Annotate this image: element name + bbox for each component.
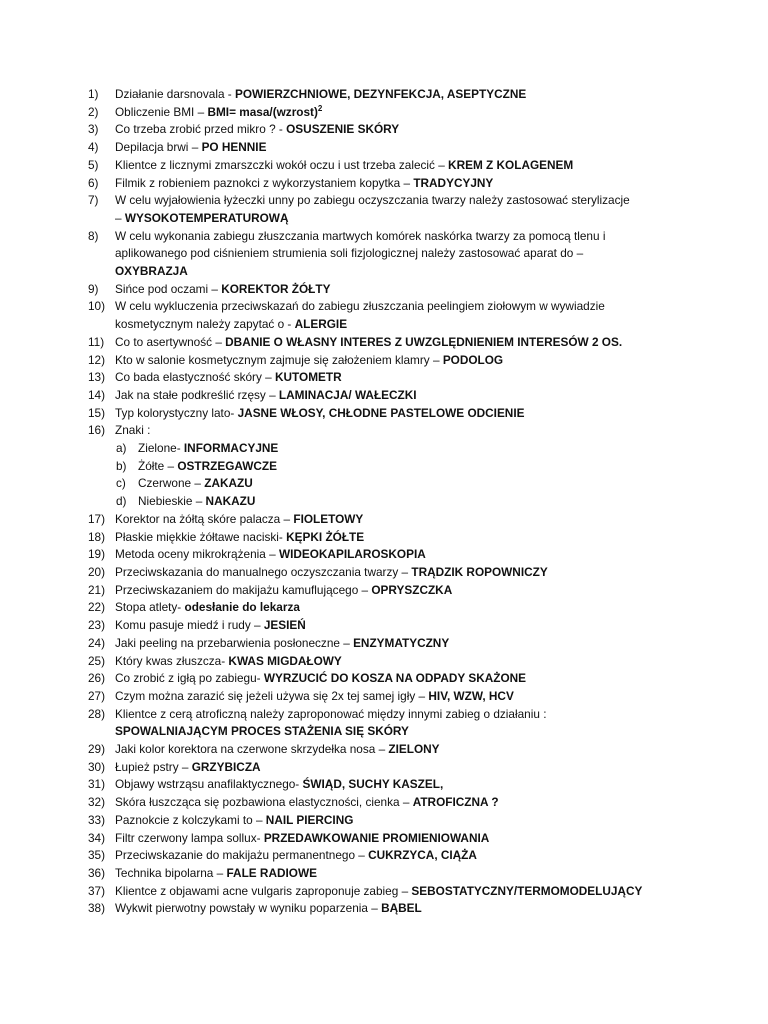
answer-text: BMI= masa/(wzrost)	[207, 104, 318, 119]
item-body	[115, 104, 688, 122]
list-item	[88, 369, 688, 387]
question-text: Wykwit pierwotny powstały w wyniku poparzenia –	[115, 901, 382, 916]
item-line	[115, 263, 688, 281]
question-text: Skóra łuszcząca się pozbawiona elastyczności, cienka –	[115, 795, 413, 810]
list-item	[88, 546, 688, 564]
item-number: 5)	[88, 157, 99, 172]
question-text: Paznokcie z kolczykami to –	[115, 812, 266, 827]
item-number: 27)	[88, 688, 106, 703]
question-text: aplikowanego pod ciśnieniem strumienia soli fizjologicznej należy zastosować aparat do –	[115, 246, 584, 261]
question-text: Klientce z cerą atroficzną należy zaproponować między innymi zabieg o działaniu :	[115, 706, 547, 721]
answer-text: odesłanie do lekarza	[184, 600, 300, 615]
list-item	[88, 192, 688, 227]
item-number: 4)	[88, 140, 99, 155]
item-body	[115, 86, 688, 104]
answer-text: OSUSZENIE SKÓRY	[286, 122, 400, 137]
answer-text: WYRZUCIĆ DO KOSZA NA ODPADY SKAŻONE	[263, 671, 527, 686]
question-text: Kto w salonie kosmetycznym zajmuje się założeniem klamry –	[115, 352, 443, 367]
list-item	[88, 529, 688, 547]
item-line	[115, 688, 688, 706]
question-text: Filtr czerwony lampa sollux-	[115, 830, 264, 845]
list-item	[88, 281, 688, 299]
question-text: Sińce pod oczami –	[115, 281, 222, 296]
item-line	[115, 192, 688, 210]
list-item	[88, 405, 688, 423]
answer-text: TRADYCYJNY	[413, 175, 494, 190]
list-item	[88, 422, 688, 440]
answer-text: BĄBEL	[381, 901, 422, 916]
list-item	[88, 86, 688, 104]
item-line	[115, 759, 688, 777]
item-line	[115, 599, 688, 617]
question-text: Metoda oceny mikrokrążenia –	[115, 547, 279, 562]
item-body	[115, 794, 688, 812]
question-text: W celu wyjałowienia łyżeczki unny po zabiegu oczyszczania twarzy należy zastosować sterylizacje	[115, 193, 630, 208]
superscript: 2	[317, 103, 323, 113]
sub-item-body	[138, 440, 278, 458]
list-item	[88, 688, 688, 706]
item-number: 13)	[88, 370, 106, 385]
list-item	[88, 298, 688, 333]
item-line	[115, 617, 688, 635]
list-item	[88, 334, 688, 352]
question-text: Komu pasuje miedź i rudy –	[115, 618, 264, 633]
item-body	[115, 759, 688, 777]
question-text: Depilacja brwi –	[115, 140, 202, 155]
question-text: Który kwas złuszcza-	[115, 653, 229, 668]
question-text: Przeciwskazanie do makijażu permanentnego –	[115, 848, 369, 863]
answer-text: PO HENNIE	[201, 140, 267, 155]
item-number: 8)	[88, 228, 99, 243]
item-body	[115, 387, 688, 405]
sub-item-answer: ZAKAZU	[204, 476, 253, 491]
item-line	[115, 830, 688, 848]
sub-item-letter: d)	[116, 494, 127, 509]
item-body	[115, 157, 688, 175]
answer-text: PRZEDAWKOWANIE PROMIENIOWANIA	[263, 830, 490, 845]
list-item	[88, 511, 688, 529]
item-number: 2)	[88, 104, 99, 119]
item-body	[115, 582, 688, 600]
item-body	[115, 776, 688, 794]
question-text: Filmik z robieniem paznokci z wykorzystaniem kopytka –	[115, 175, 414, 190]
list-item	[88, 599, 688, 617]
item-body	[115, 298, 688, 333]
sub-item-text: Niebieskie –	[138, 494, 206, 509]
item-number: 25)	[88, 653, 106, 668]
item-body	[115, 741, 688, 759]
question-text: Korektor na żółtą skóre palacza –	[115, 511, 294, 526]
item-line	[115, 316, 688, 334]
item-number: 14)	[88, 387, 106, 402]
item-number: 30)	[88, 759, 106, 774]
item-body	[115, 900, 688, 918]
item-body	[115, 865, 688, 883]
item-number: 7)	[88, 193, 99, 208]
list-item	[88, 883, 688, 901]
item-body	[115, 635, 688, 653]
answer-text: FIOLETOWY	[293, 511, 364, 526]
sub-item-letter: c)	[116, 476, 126, 491]
item-number: 16)	[88, 423, 106, 438]
answer-text: TRĄDZIK ROPOWNICZY	[411, 564, 548, 579]
item-number: 15)	[88, 405, 106, 420]
list-item	[88, 900, 688, 918]
item-number: 11)	[88, 334, 105, 349]
item-line	[115, 210, 688, 228]
answer-text: JASNE WŁOSY, CHŁODNE PASTELOWE ODCIENIE	[237, 405, 525, 420]
sub-list-item	[88, 475, 688, 493]
item-line	[115, 157, 688, 175]
item-body	[115, 334, 688, 352]
answer-text: ATROFICZNA ?	[412, 795, 499, 810]
item-number: 19)	[88, 547, 106, 562]
question-text: Działanie darsnovala -	[115, 87, 235, 101]
answer-text: SPOWALNIAJĄCYM PROCES STAŻENIA SIĘ SKÓRY	[115, 724, 409, 739]
list-item	[88, 104, 688, 122]
sub-item-letter: b)	[116, 458, 127, 473]
answer-text: KWAS MIGDAŁOWY	[228, 653, 342, 668]
item-body	[115, 175, 688, 193]
answer-text: NAIL PIERCING	[265, 812, 354, 827]
item-line	[115, 635, 688, 653]
item-body	[115, 281, 688, 299]
question-text: W celu wykluczenia przeciwskazań do zabiegu złuszczania peelingiem ziołowym w wywiadzie	[115, 299, 605, 314]
item-number: 3)	[88, 122, 99, 137]
sub-list-item	[88, 440, 688, 458]
item-line	[115, 121, 688, 139]
answer-text: SEBOSTATYCZNY/TERMOMODELUJĄCY	[411, 883, 643, 898]
item-number: 9)	[88, 281, 99, 296]
sub-item-body	[138, 475, 253, 493]
answer-text: ENZYMATYCZNY	[353, 635, 450, 650]
item-line	[115, 564, 688, 582]
item-line	[115, 228, 688, 246]
item-body	[115, 192, 688, 227]
item-line	[115, 741, 688, 759]
item-body	[115, 617, 688, 635]
item-body	[115, 369, 688, 387]
item-number: 37)	[88, 883, 106, 898]
item-body	[115, 670, 688, 688]
sub-item-text: Żółte –	[138, 458, 178, 473]
question-text: Objawy wstrząsu anafilaktycznego-	[115, 777, 303, 792]
question-text: Klientce z objawami acne vulgaris zaproponuje zabieg –	[115, 883, 412, 898]
item-number: 33)	[88, 812, 106, 827]
list-item	[88, 635, 688, 653]
item-number: 36)	[88, 865, 106, 880]
item-line	[115, 86, 688, 104]
sub-item-answer: INFORMACYJNE	[183, 441, 279, 456]
list-item	[88, 847, 688, 865]
answer-text: KREM Z KOLAGENEM	[448, 157, 574, 172]
item-body	[115, 688, 688, 706]
answer-text: POWIERZCHNIOWE, DEZYNFEKCJA, ASEPTYCZNE	[235, 87, 527, 101]
item-line	[115, 245, 688, 263]
list-item	[88, 352, 688, 370]
item-line	[115, 883, 688, 901]
question-text: Co bada elastyczność skóry –	[115, 370, 275, 385]
item-number: 32)	[88, 795, 106, 810]
list-item	[88, 228, 688, 281]
sub-item-answer: OSTRZEGAWCZE	[177, 458, 277, 473]
list-item	[88, 139, 688, 157]
item-body	[115, 830, 688, 848]
item-body	[115, 511, 688, 529]
item-line	[115, 670, 688, 688]
list-item	[88, 387, 688, 405]
item-line	[115, 405, 688, 423]
item-line	[115, 175, 688, 193]
answer-text: ALERGIE	[294, 317, 348, 332]
item-number: 20)	[88, 564, 106, 579]
question-text: Co to asertywność –	[115, 334, 226, 349]
answer-text: CUKRZYCA, CIĄŻA	[368, 848, 477, 863]
list-item	[88, 812, 688, 830]
answer-text: OXYBRAZJA	[115, 264, 188, 279]
question-text: Łupież pstry –	[115, 759, 192, 774]
item-body	[115, 653, 688, 671]
question-text: Płaskie miękkie żółtawe naciski-	[115, 529, 287, 544]
list-item	[88, 741, 688, 759]
answer-text: KOREKTOR ŻÓŁTY	[221, 281, 331, 296]
item-number: 29)	[88, 742, 106, 757]
item-line	[115, 706, 688, 724]
sub-item-text: Zielone-	[138, 441, 184, 456]
item-number: 18)	[88, 529, 106, 544]
item-number: 12)	[88, 352, 106, 367]
item-number: 28)	[88, 706, 106, 721]
question-text: W celu wykonania zabiegu złuszczania martwych komórek naskórka twarzy za pomocą tlenu i	[115, 228, 606, 243]
item-line	[115, 298, 688, 316]
answer-text: WIDEOKAPILAROSKOPIA	[278, 547, 426, 562]
item-line	[115, 546, 688, 564]
sub-list-item	[88, 493, 688, 511]
answer-text: KUTOMETR	[275, 370, 342, 385]
item-body	[115, 228, 688, 281]
item-line	[115, 847, 688, 865]
answer-text: PODOLOG	[442, 352, 504, 367]
item-number: 17)	[88, 511, 106, 526]
question-text: Znaki :	[115, 423, 151, 438]
list-item	[88, 830, 688, 848]
item-body	[115, 847, 688, 865]
item-number: 22)	[88, 600, 106, 615]
item-body	[115, 529, 688, 547]
numbered-list	[88, 86, 688, 918]
answer-text: WYSOKOTEMPERATUROWĄ	[124, 210, 289, 225]
question-text: Jak na stałe podkreślić rzęsy –	[115, 387, 279, 402]
item-line	[115, 900, 688, 918]
sub-item-letter: a)	[116, 441, 127, 456]
item-number: 23)	[88, 618, 106, 633]
item-number: 6)	[88, 175, 99, 190]
question-text: Przeciwskazania do manualnego oczyszczania twarzy –	[115, 564, 412, 579]
item-body	[115, 352, 688, 370]
list-item	[88, 776, 688, 794]
item-line	[115, 794, 688, 812]
item-body	[115, 883, 688, 901]
answer-text: HIV, WZW, HCV	[428, 688, 514, 703]
sub-item-body	[138, 458, 277, 476]
item-body	[115, 139, 688, 157]
answer-text: JESIEŃ	[263, 618, 306, 633]
question-text: kosmetycznym należy zapytać o -	[115, 317, 295, 332]
answer-text: FALE RADIOWE	[226, 865, 317, 880]
list-item	[88, 582, 688, 600]
item-line	[115, 582, 688, 600]
item-number: 10)	[88, 299, 106, 314]
item-number: 24)	[88, 635, 106, 650]
item-line	[115, 865, 688, 883]
item-line	[115, 776, 688, 794]
list-item	[88, 865, 688, 883]
question-text: Klientce z licznymi zmarszczki wokół oczu i ust trzeba zalecić –	[115, 157, 449, 172]
item-line	[115, 511, 688, 529]
item-number: 26)	[88, 671, 106, 686]
answer-text: GRZYBICZA	[191, 759, 261, 774]
list-item	[88, 759, 688, 777]
list-item	[88, 653, 688, 671]
item-body	[115, 564, 688, 582]
list-item	[88, 121, 688, 139]
item-body	[115, 812, 688, 830]
item-body	[115, 706, 688, 741]
item-line	[115, 529, 688, 547]
item-line	[115, 352, 688, 370]
question-text: Co zrobić z igłą po zabiegu-	[115, 671, 264, 686]
item-line	[115, 422, 688, 440]
answer-text: LAMINACJA/ WAŁECZKI	[278, 387, 417, 402]
sub-item-body	[138, 493, 255, 511]
list-item	[88, 175, 688, 193]
question-text: Obliczenie BMI –	[115, 104, 208, 119]
item-line	[115, 369, 688, 387]
question-text: Co trzeba zrobić przed mikro ? -	[115, 122, 287, 137]
sub-item-answer: NAKAZU	[205, 494, 256, 509]
question-text: –	[115, 210, 125, 225]
item-number: 1)	[88, 87, 99, 101]
item-line	[115, 812, 688, 830]
sub-item-text: Czerwone –	[138, 476, 205, 491]
question-text: Stopa atlety-	[115, 600, 185, 615]
item-line	[115, 334, 688, 352]
question-text: Jaki peeling na przebarwienia posłoneczne –	[115, 635, 354, 650]
answer-text: DBANIE O WŁASNY INTERES Z UWZGLĘDNIENIEM INTERESÓW 2 OS.	[225, 334, 623, 349]
sub-list-item	[88, 458, 688, 476]
item-line	[115, 281, 688, 299]
answer-text: ŚWIĄD, SUCHY KASZEL,	[302, 777, 444, 792]
item-line	[115, 104, 688, 122]
answer-text: ZIELONY	[388, 742, 440, 757]
answer-text: KĘPKI ŻÓŁTE	[286, 529, 365, 544]
item-body	[115, 599, 688, 617]
question-text: Technika bipolarna –	[115, 865, 227, 880]
list-item	[88, 706, 688, 741]
list-item	[88, 617, 688, 635]
item-number: 38)	[88, 901, 106, 916]
item-line	[115, 387, 688, 405]
item-body	[115, 405, 688, 423]
item-line	[115, 653, 688, 671]
question-text: Czym można zarazić się jeżeli używa się 2x tej samej igły –	[115, 688, 429, 703]
item-number: 21)	[88, 582, 106, 597]
item-number: 31)	[88, 777, 106, 792]
list-item	[88, 564, 688, 582]
list-item	[88, 157, 688, 175]
list-item	[88, 794, 688, 812]
question-text: Typ kolorystyczny lato-	[115, 405, 238, 420]
item-number: 34)	[88, 830, 106, 845]
list-item	[88, 670, 688, 688]
item-body	[115, 121, 688, 139]
item-line	[115, 723, 688, 741]
item-number: 35)	[88, 848, 106, 863]
question-text: Przeciwskazaniem do makijażu kamuflującego –	[115, 582, 372, 597]
item-body	[115, 422, 688, 440]
question-text: Jaki kolor korektora na czerwone skrzydełka nosa –	[115, 742, 389, 757]
item-line	[115, 139, 688, 157]
answer-text: OPRYSZCZKA	[371, 582, 453, 597]
item-body	[115, 546, 688, 564]
